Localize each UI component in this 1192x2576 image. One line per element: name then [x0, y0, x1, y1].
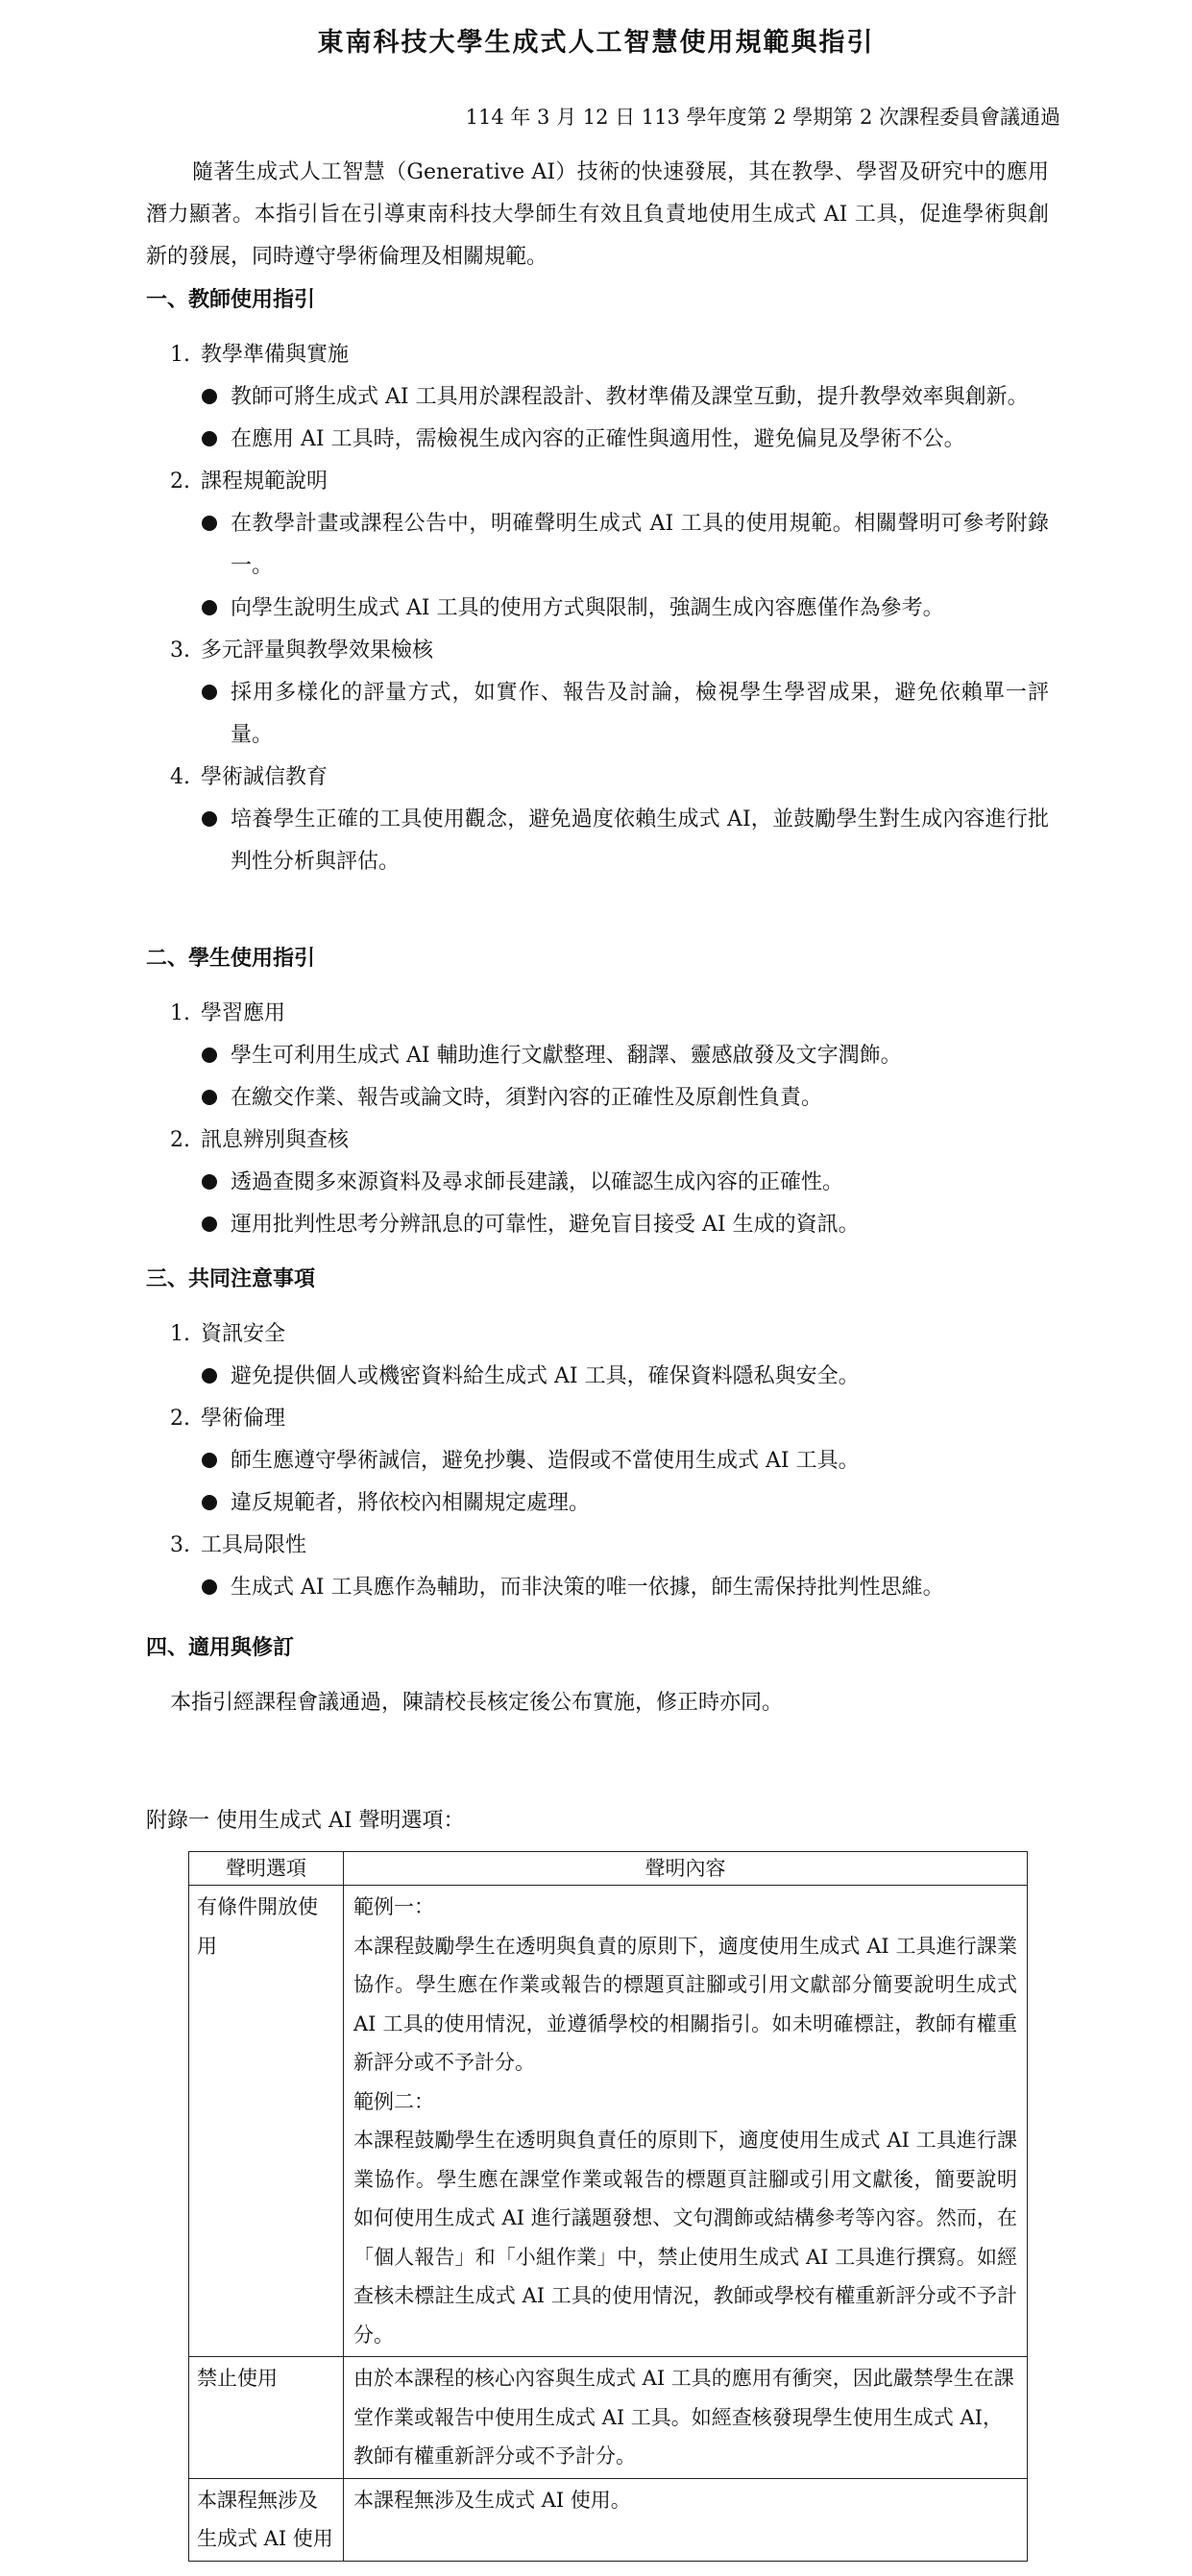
item-number: 2.	[170, 1128, 190, 1152]
bullet-dot-icon	[202, 1047, 217, 1063]
bullet-item	[146, 799, 1049, 883]
section-title: 四、適用與修訂	[146, 1635, 295, 1660]
table-row	[189, 2478, 1028, 2561]
content-cell	[344, 1886, 1028, 2357]
item-title	[146, 461, 1049, 503]
bullet-text: 採用多樣化的評量方式，如實作、報告及討論，檢視學生學習成果，避免依賴單一評量。	[231, 681, 1049, 747]
item-number: 3.	[170, 638, 190, 662]
bullet-dot-icon	[202, 1174, 217, 1190]
bullet-list	[146, 1440, 1049, 1525]
bullet-item	[146, 503, 1049, 588]
bullet-list	[146, 672, 1049, 757]
section-common-notes	[146, 1258, 1049, 1609]
item-number: 1.	[170, 1001, 190, 1025]
header-content: 聲明內容	[344, 1852, 1028, 1886]
item-label: 資訊安全	[201, 1322, 286, 1346]
bullet-text: 在教學計畫或課程公告中，明確聲明生成式 AI 工具的使用規範。相關聲明可參考附錄一。	[231, 512, 1049, 578]
example-label: 範例二：	[353, 2089, 434, 2113]
section-student-guidelines	[146, 937, 1049, 1246]
bullet-list	[146, 1162, 1049, 1246]
item-label: 工具局限性	[201, 1533, 307, 1557]
bullet-list	[146, 503, 1049, 630]
bullet-dot-icon	[202, 389, 217, 404]
bullet-dot-icon	[202, 1453, 217, 1468]
bullet-text: 運用批判性思考分辨訊息的可靠性，避免盲目接受 AI 生成的資訊。	[231, 1213, 860, 1237]
item-title	[146, 334, 1049, 376]
bullet-item	[146, 1077, 1049, 1119]
bullet-text: 培養學生正確的工具使用觀念，避免過度依賴生成式 AI，並鼓勵學生對生成內容進行批判性分析與評估。	[231, 807, 1049, 874]
item-label: 學習應用	[201, 1001, 286, 1025]
option-cell: 有條件開放使用	[189, 1886, 344, 2357]
bullet-text: 生成式 AI 工具應作為輔助，而非決策的唯一依據，師生需保持批判性思維。	[231, 1576, 944, 1600]
section-title: 三、共同注意事項	[146, 1266, 316, 1291]
bullet-text: 學生可利用生成式 AI 輔助進行文獻整理、翻譯、靈感啟發及文字潤飾。	[231, 1044, 902, 1068]
item-title	[146, 1119, 1049, 1162]
item-title	[146, 1398, 1049, 1440]
table-header-row	[189, 1852, 1028, 1886]
bullet-text: 違反規範者，將依校內相關規定處理。	[231, 1491, 591, 1515]
item-title	[146, 630, 1049, 672]
bullet-dot-icon	[202, 1368, 217, 1384]
bullet-text: 透過查閱多來源資料及尋求師長建議，以確認生成內容的正確性。	[231, 1170, 844, 1194]
bullet-text: 師生應遵守學術誠信，避免抄襲、造假或不當使用生成式 AI 工具。	[231, 1449, 860, 1473]
approval-line: 114 年 3 月 12 日 113 學年度第 2 學期第 2 次課程委員會議通過	[465, 106, 1060, 129]
bullet-text: 向學生說明生成式 AI 工具的使用方式與限制，強調生成內容應僅作為參考。	[231, 596, 944, 620]
bullet-text: 在繳交作業、報告或論文時，須對內容的正確性及原創性負責。	[231, 1086, 823, 1110]
item-title	[146, 993, 1049, 1035]
bullet-dot-icon	[202, 685, 217, 700]
bullet-list	[146, 1035, 1049, 1119]
section-application-revision	[146, 1626, 1049, 1724]
item-title	[146, 1525, 1049, 1567]
bullet-item	[146, 1440, 1049, 1482]
bullet-item	[146, 672, 1049, 757]
item-title	[146, 1313, 1049, 1356]
item-label: 訊息辨別與查核	[201, 1128, 350, 1152]
bullet-item	[146, 1482, 1049, 1525]
bullet-item	[146, 1035, 1049, 1077]
bullet-list	[146, 799, 1049, 883]
bullet-dot-icon	[202, 1090, 217, 1105]
bullet-item	[146, 1204, 1049, 1246]
example-text: 本課程鼓勵學生在透明與負責的原則下，適度使用生成式 AI 工具進行課業協作。學生應在作業或報告的標題頁註腳或引用文獻部分簡要說明生成式 AI 工具的使用情況，並遵循學校的相關指引。如未明確標註，教師有權重新評分或不予計分。	[353, 1934, 1017, 2074]
table-row	[189, 2357, 1028, 2479]
item-title	[146, 757, 1049, 799]
bullet-dot-icon	[202, 811, 217, 827]
section-title: 一、教師使用指引	[146, 287, 316, 312]
section-title: 二、學生使用指引	[146, 946, 316, 971]
item-number: 2.	[170, 469, 190, 494]
section-text: 本指引經課程會議通過，陳請校長核定後公布實施，修正時亦同。	[170, 1691, 784, 1715]
bullet-item	[146, 376, 1049, 419]
bullet-item	[146, 1162, 1049, 1204]
bullet-list	[146, 1567, 1049, 1609]
content-cell: 本課程無涉及生成式 AI 使用。	[344, 2478, 1028, 2561]
item-number: 1.	[170, 1322, 190, 1346]
bullet-text: 避免提供個人或機密資料給生成式 AI 工具，確保資料隱私與安全。	[231, 1364, 860, 1388]
bullet-text: 在應用 AI 工具時，需檢視生成內容的正確性與適用性，避免偏見及學術不公。	[231, 427, 965, 451]
bullet-text: 教師可將生成式 AI 工具用於課程設計、教材準備及課堂互動，提升教學效率與創新。	[231, 385, 1029, 409]
bullet-dot-icon	[202, 431, 217, 446]
item-number: 1.	[170, 343, 190, 367]
example-text: 本課程鼓勵學生在透明與負責任的原則下，適度使用生成式 AI 工具進行課業協作。學生應在課堂作業或報告的標題頁註腳或引用文獻後，簡要說明如何使用生成式 AI 進行議題發想、文句潤飾或結構參考等內容。然而，在「個人報告」和「小組作業」中，禁止使用生成式 AI 工具進行撰寫。如經查核未標註生成式 AI 工具的使用情況，教師或學校有權重新評分或不予計分。	[353, 2129, 1017, 2347]
bullet-dot-icon	[202, 1495, 217, 1510]
example-label: 範例一：	[353, 1895, 434, 1918]
table-row	[189, 1886, 1028, 2357]
bullet-dot-icon	[202, 516, 217, 531]
item-number: 2.	[170, 1407, 190, 1431]
bullet-item	[146, 1567, 1049, 1609]
declaration-table	[188, 1851, 1028, 2562]
option-cell: 本課程無涉及生成式 AI 使用	[189, 2478, 344, 2561]
bullet-dot-icon	[202, 600, 217, 615]
content-cell: 由於本課程的核心內容與生成式 AI 工具的應用有衝突，因此嚴禁學生在課堂作業或報告中使用生成式 AI 工具。如經查核發現學生使用生成式 AI，教師有權重新評分或不予計分。	[344, 2357, 1028, 2479]
intro-paragraph: 隨著生成式人工智慧（Generative AI）技術的快速發展，其在教學、學習及研究中的應用潛力顯著。本指引旨在引導東南科技大學師生有效且負責地使用生成式 AI 工具，促進學術與創新的發展，同時遵守學術倫理及相關規範。	[146, 160, 1049, 269]
appendix-title: 附錄一 使用生成式 AI 聲明選項：	[146, 1809, 465, 1833]
bullet-list	[146, 1356, 1049, 1398]
item-label: 學術誠信教育	[201, 765, 328, 789]
option-cell: 禁止使用	[189, 2357, 344, 2479]
item-label: 學術倫理	[201, 1407, 286, 1431]
bullet-item	[146, 1356, 1049, 1398]
bullet-dot-icon	[202, 1216, 217, 1232]
item-number: 4.	[170, 765, 190, 789]
bullet-item	[146, 419, 1049, 461]
item-number: 3.	[170, 1533, 190, 1557]
item-label: 課程規範說明	[201, 469, 328, 494]
section-teacher-guidelines	[146, 278, 1049, 883]
header-option: 聲明選項	[189, 1852, 344, 1886]
document-title: 東南科技大學生成式人工智慧使用規範與指引	[317, 28, 875, 58]
bullet-item	[146, 588, 1049, 630]
item-label: 多元評量與教學效果檢核	[201, 638, 434, 662]
bullet-dot-icon	[202, 1579, 217, 1595]
item-label: 教學準備與實施	[201, 343, 350, 367]
bullet-list	[146, 376, 1049, 461]
